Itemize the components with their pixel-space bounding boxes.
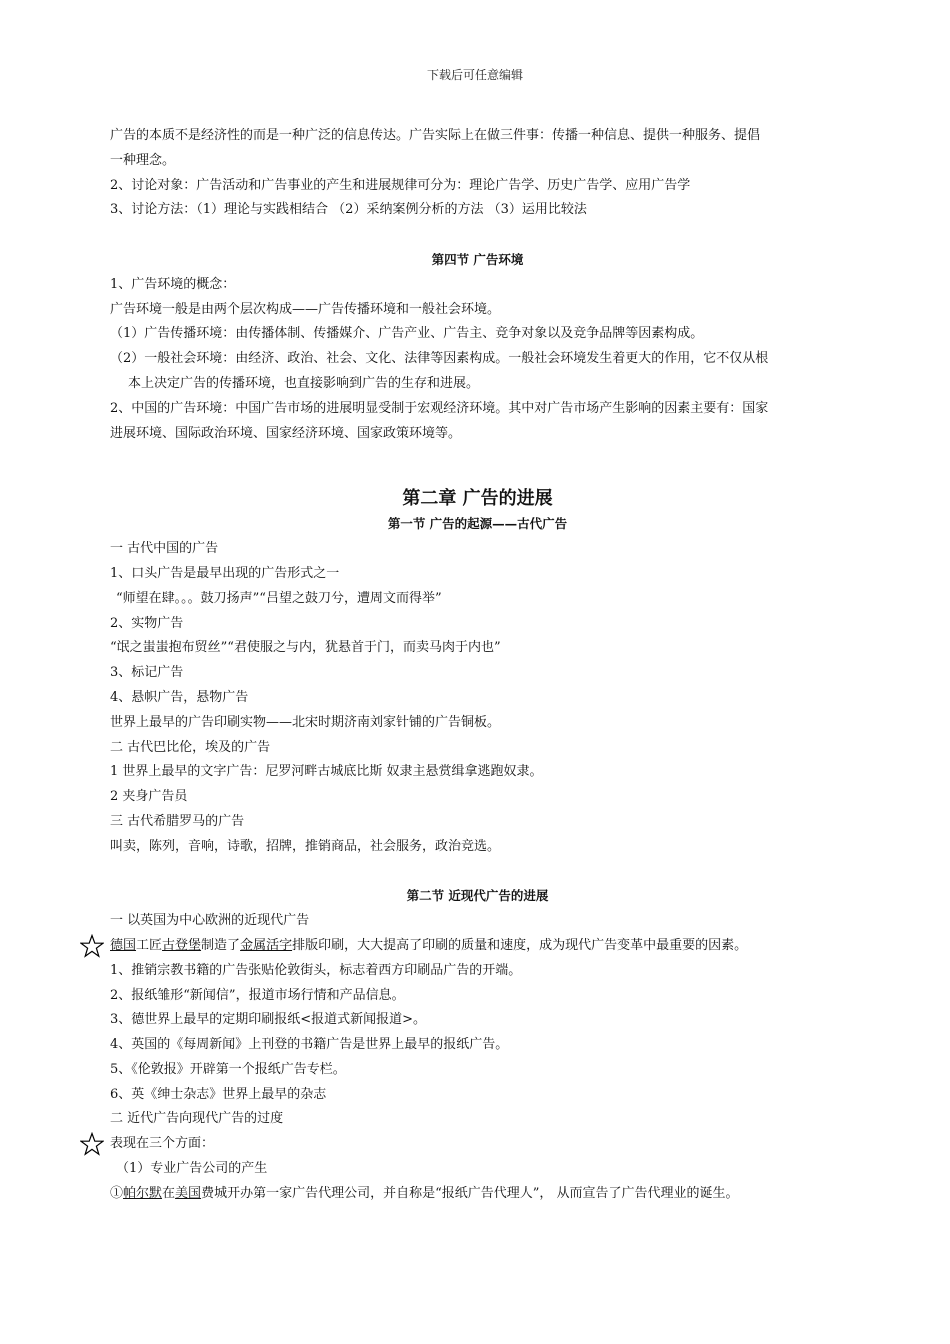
list-item: 4、英国的《每周新闻》上刊登的书籍广告是世界上最早的报纸广告。 [110,1037,509,1053]
list-item: 2 夹身广告员 [110,789,188,805]
list-item: “师望在肆。。。鼓刀扬声”“吕望之鼓刀兮，遭周文而得举” [116,590,442,606]
text: 工匠 [136,937,163,953]
list-item [110,1182,845,1207]
term-palmer: 帕尔默 [123,1185,163,1201]
list-item: 一 古代中国的广告 [110,541,219,557]
document-body [110,124,845,1207]
paragraph: 2、中国的广告环境：中国广告市场的进展明显受制于宏观经济环境。其中对广告市场产生影响的因素主要有：国家 [110,400,769,416]
list-item: 二 古代巴比伦，埃及的广告 [110,739,271,755]
list-item: 三 古代希腊罗马的广告 [110,813,245,829]
section-title: 第四节 广告环境 [431,251,524,267]
star-icon [80,1132,104,1156]
starred-line [110,1132,845,1157]
list-item: 1、推销宗教书籍的广告张贴伦敦街头，标志着西方印刷品广告的开端。 [110,962,522,978]
list-item: 5、《伦敦报》开辟第一个报纸广告专栏。 [110,1061,346,1077]
list-item: 世界上最早的广告印刷实物——北宋时期济南刘家针铺的广告铜板。 [110,714,501,730]
list-item: 2、实物广告 [110,615,184,631]
page-header: 下载后可任意编辑 [426,68,523,82]
term-gutenberg: 古登堡 [162,937,202,953]
term-movable-type: 金属活字 [240,937,293,953]
term-germany: 德国 [110,937,137,953]
list-item: 1、口头广告是最早出现的广告形式之一 [110,565,340,581]
paragraph: 3、讨论方法：（1）理论与实践相结合 （2）采纳案例分析的方法 （3）运用比较法 [110,202,587,218]
text: 费城开办第一家广告代理公司，并自称是“报纸广告代理人”， 从而宣告了广告代理业的诞生。 [201,1185,739,1201]
list-item: 3、标记广告 [110,665,184,681]
text: 在 [162,1185,176,1201]
paragraph: 一种理念。 [110,152,176,168]
chapter-title: 第二章 广告的进展 [402,488,553,510]
paragraph: 1、广告环境的概念： [110,276,236,292]
text: 制造了 [201,937,241,953]
paragraph: 广告环境一般是由两个层次构成——广告传播环境和一般社会环境。 [110,301,501,317]
paragraph: （1）广告传播环境：由传播体制、传播媒介、广告产业、广告主、竞争对象以及竞争品牌等因素构成。 [110,326,704,342]
paragraph: 2、讨论对象：广告活动和广告事业的产生和进展规律可分为：理论广告学、历史广告学、应用广告学 [110,177,691,193]
paragraph: （2）一般社会环境：由经济、政治、社会、文化、法律等因素构成。一般社会环境发生着更大的作用，它不仅从根 [110,351,769,367]
list-item: 1 世界上最早的文字广告：尼罗河畔古城底比斯 奴隶主悬赏缉拿逃跑奴隶。 [110,764,543,780]
section-title: 第一节 广告的起源——古代广告 [387,516,568,532]
list-item: 一 以英国为中心欧洲的近现代广告 [110,913,310,929]
term-usa: 美国 [175,1185,202,1201]
list-item: 2、报纸雏形“新闻信”，报道市场行情和产品信息。 [110,987,405,1003]
paragraph: 本上决定广告的传播环境，也直接影响到广告的生存和进展。 [128,375,480,391]
starred-line [110,934,845,959]
paragraph: 进展环境、国际政治环境、国家经济环境、国家政策环境等。 [110,425,462,441]
star-icon [80,934,104,958]
list-item: 叫卖，陈列，音响，诗歌，招牌，推销商品，社会服务，政治竞选。 [110,838,501,854]
list-item: 4、悬帜广告，悬物广告 [110,689,249,705]
section-title: 第二节 近现代广告的进展 [406,888,549,904]
list-item: “氓之蚩蚩抱布贸丝”“君使服之与内，犹悬首于门，而卖马肉于内也” [110,640,501,656]
paragraph: 广告的本质不是经济性的而是一种广泛的信息传达。广告实际上在做三件事：传播一种信息、提供一种服务、提倡 [110,128,761,143]
circled-number: ① [110,1185,124,1201]
list-item: （1）专业广告公司的产生 [116,1161,268,1177]
text: 表现在三个方面： [110,1136,215,1152]
list-item: 二 近代广告向现代广告的过度 [110,1111,284,1127]
text: 排版印刷，大大提高了印刷的质量和速度，成为现代广告变革中最重要的因素。 [292,937,748,953]
list-item: 6、英《绅士杂志》世界上最早的杂志 [110,1086,327,1102]
list-item: 3、德世界上最早的定期印刷报纸<报道式新闻报道>。 [110,1012,427,1028]
